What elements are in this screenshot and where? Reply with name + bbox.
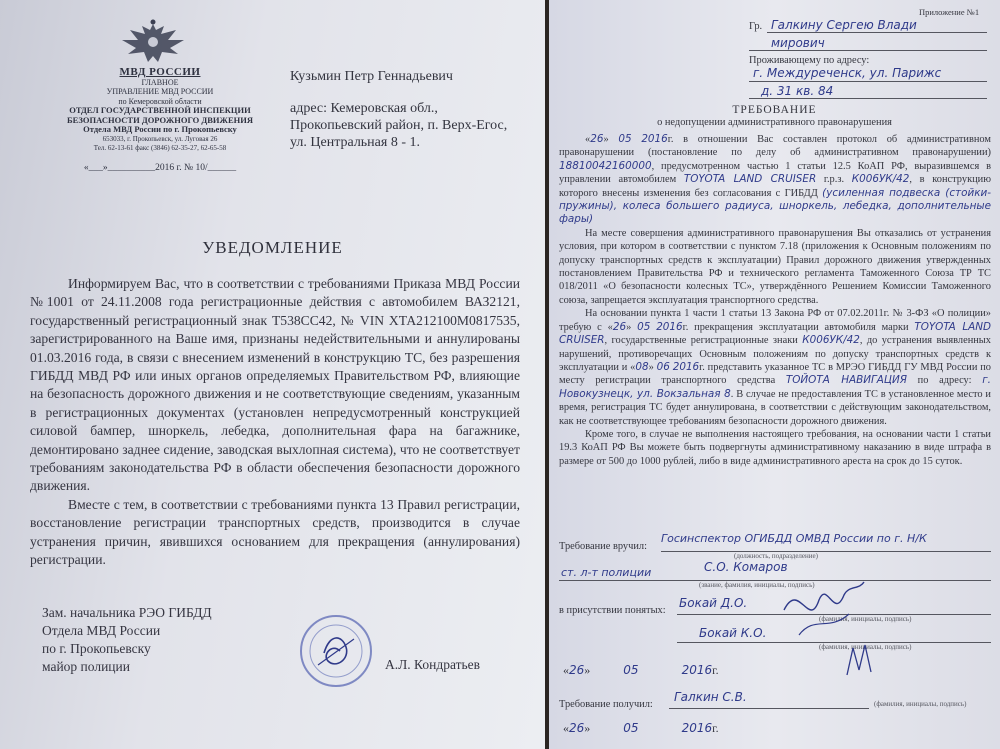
recipient-address: Прокопьевский район, п. Верх-Егос, — [290, 118, 508, 133]
issuer-phone: Тел. 62-13-61 факс (3846) 62-35-27, 62-65-58 — [93, 144, 227, 152]
handwritten-plate: К006УК/42 — [802, 334, 860, 347]
text-fragment: , до устранения выявленных нарушений, противоречащих Основным положениям по допуску транспортных средств к эксплуатации и « — [559, 335, 991, 373]
date-block-3: «26» 05 2016г. — [563, 663, 719, 677]
date-month: 05 — [623, 663, 639, 677]
issuer-line: ГЛАВНОЕ — [141, 77, 179, 87]
year-suffix: г. — [712, 721, 719, 735]
issuer-header — [60, 68, 260, 173]
witness-name-2: Бокай К.О. — [699, 626, 767, 640]
signature-icon — [779, 570, 869, 640]
signer-position: Отдела МВД России — [42, 623, 161, 638]
notice-paragraph: Информируем Вас, что в соответствии с требованиями Приказа МВД России №1001 от 24.11.2008 года регистрационные действия с автомобилем ВАЗ2121, государственный регистрационный знак Т538СС42, № VIN ХТА212100М0817535, зарегистрированного на Ваше имя, признаны недействительными и аннулированы 01.03.2016 года, в связи с внесением изменений в конструкцию ТС, без разрешения ГИБДД МВД РФ или иных органов определяемых Правительством РФ, влияющие на безопасность дорожного движения и не соответствующие сведениям, указанным в регистрационных документах (установлен непредусмотренный конструкцией силовой бампер, шноркель, лебедка, дополнительная фара на багажнике, демонтировано заднее сидение, заводская выхлопная система), что не соответствует требованиям законодательства РФ в области обеспечения безопасности дорожного движения. — [30, 276, 520, 494]
handwritten-vehicle-model: TOYOTA LAND CRUISER — [559, 320, 991, 347]
handed-officer-name: С.О. Комаров — [704, 560, 788, 574]
requirement-paragraph-3: На основании пункта 1 части 1 статьи 13 Закона РФ от 07.02.2011г. № 3-ФЗ «О полиции» требую с «26» 05 2016г. прекращения эксплуатации автомобиля марки TOYOTA LAND CRUISER, государственные регистрационные знаки К006УК/42, до устранения выявленных нарушений, противоречащих Основным положениям по допуску транспортных средств к эксплуатации и «08» 06 2016г. представить указанное ТС в МРЭО ГИБДД ГУ МВД России по месту регистрации транспортного средства ТОЙОТА НАВИГАЦИЯ по адресу: г. Новокузнецк, ул. Вокзальная 8. В случае не предоставления ТС в установленное место и время, регистрация ТС будет аннулирована, в соответствии с действующим законодательством, как не соответствующее требованиям безопасности дорожного движения. — [559, 308, 991, 427]
text-fragment: г. представить указанное ТС в МРЭО ГИБДД ГУ МВД России по месту регистрации транспортного средства — [559, 361, 991, 387]
signer-position: по г. Прокопьевску — [42, 641, 151, 656]
issuer-ministry: МВД РОССИИ — [119, 66, 201, 78]
date-block-4: «26» 05 2016г. — [563, 721, 719, 735]
text-fragment: , предусмотренном частью 1 статьи 12.5 КоАП РФ, выразившемся в управлении автомобилем — [559, 160, 991, 186]
date-month: 06 — [656, 360, 670, 373]
signer-name: А.Л. Кондратьев — [385, 657, 481, 672]
field-hint: (фамилия, инициалы, подпись) — [819, 643, 912, 651]
requirement-title: ТРЕБОВАНИЕ — [732, 104, 817, 116]
eagle-emblem-icon — [118, 18, 188, 66]
signer-block — [42, 604, 212, 676]
requirement-subtitle: о недопущении административного правонарушения — [657, 117, 892, 128]
issuer-line: БЕЗОПАСНОСТИ ДОРОЖНОГО ДВИЖЕНИЯ — [67, 114, 253, 125]
date-month: 05 — [637, 320, 651, 333]
handwritten-modifications: (усиленная подвеска (стойки-пружины), колеса большего радиуса, шноркель, лебедка, дополнительные фары) — [559, 186, 991, 226]
issuer-line: по Кемеровской области — [118, 96, 202, 106]
date-year: 2016 — [641, 133, 668, 145]
recipient-name: Кузьмин Петр Геннадьевич — [290, 69, 453, 84]
address-value: г. Междуреченск, ул. Парижс — [753, 66, 942, 80]
date-month: 05 — [618, 133, 632, 145]
notice-body — [30, 275, 520, 570]
witness-name-1: Бокай Д.О. — [679, 596, 748, 610]
date-day: 26 — [569, 721, 585, 735]
issuer-address: 653033, г. Прокопьевск, ул. Луговая 26 — [102, 134, 218, 143]
requirement-paragraph-1: «26» 05 2016г. в отношении Вас составлен протокол об административном правонарушении (постановление по делу об административном правонарушении) 18810042160000, предусмотренном частью 1 статьи 12.5 КоАП РФ, выразившемся в управлении автомобилем TOYOTA LAND CRUISER г.р.з. К006УК/42, в конструкцию которого внесены изменения без согласования с ГИБДД (усиленная подвеска (стойки-пружины), колеса большего радиуса, шноркель, лебедка, дополнительные фары) — [559, 133, 992, 226]
issuer-line: ОТДЕЛ ГОСУДАРСТВЕННОЙ ИНСПЕКЦИИ — [69, 105, 251, 115]
addressee-name: Галкину Сергею Влади — [771, 18, 917, 32]
date-year: 2016 — [672, 360, 700, 373]
field-hint: (должность, подразделение) — [734, 552, 818, 560]
official-seal-icon — [298, 613, 374, 689]
date-day: 08 — [635, 360, 649, 373]
notice-paragraph: Вместе с тем, в соответствии с требованиями пункта 13 Правил регистрации, восстановление регистрации транспортных средств, производится в случае устранения причин, явившихся основанием для прекращения (аннулирования) регистрации. — [30, 496, 520, 568]
requirement-document — [549, 0, 1000, 749]
date-day: 26 — [590, 133, 604, 145]
handed-label: Требование вручил: — [559, 541, 647, 552]
recipient-address: ул. Центральная 8 - 1. — [290, 135, 420, 150]
text-fragment: г. прекращения эксплуатации автомобиля марки — [682, 321, 909, 333]
handwritten-protocol-number: 18810042160000 — [559, 159, 652, 172]
text-fragment: . В случае не предоставления ТС в установленное место и время, регистрация ТС будет аннулирована, в соответствии с действующим законодательством, как не соответствующее требованиям безопасности дорожного движения. — [559, 388, 991, 427]
text-fragment: по адресу: — [917, 375, 972, 387]
date-month: 05 — [623, 721, 639, 735]
signer-position: Зам. начальника РЭО ГИБДД — [42, 605, 212, 620]
issuer-line: Отдела МВД России по г. Прокопьевску — [83, 124, 237, 134]
text-fragment: г.р.з. — [823, 174, 845, 186]
address-label: Проживающему по адресу: — [749, 55, 870, 66]
field-hint: (фамилия, инициалы, подпись) — [819, 615, 912, 623]
address-value-cont: д. 31 кв. 84 — [761, 84, 834, 98]
handwritten-plate: К006УК/42 — [851, 173, 910, 186]
handed-rank: ст. л-т полиции — [561, 566, 652, 579]
requirement-body — [559, 133, 991, 468]
notice-title: УВЕДОМЛЕНИЕ — [202, 238, 343, 257]
text-fragment: , государственные регистрационные знаки — [604, 335, 798, 347]
recipient-address: адрес: Кемеровская обл., — [290, 101, 438, 116]
handwritten-vehicle-model: TOYOTA LAND CRUISER — [683, 173, 817, 186]
handwritten-address: г. Новокузнецк, ул. Вокзальная 8 — [559, 374, 991, 400]
requirement-paragraph-2: На месте совершения административного правонарушения Вы отказались от устранения условия, при котором в соответствии с пунктом 7.18 (приложения к Основным положениям по допуску транспортных средств к эксплуатации) Правил дорожного движения утвержденных постановлением Правительства РФ и технического регламента Таможенного Союза ТР ТС 018/2011 «О безопасности колесных ТС», утверждённого Решением Комиссии Таможенного союза, запрещается эксплуатация транспортного средства. — [559, 227, 991, 306]
date-year: 2016 — [681, 721, 713, 735]
handwritten-registry: ТОЙОТА НАВИГАЦИЯ — [785, 374, 907, 387]
date-year: 2016 — [681, 663, 713, 677]
addressee-name-cont: мирович — [771, 36, 825, 50]
recipient-block — [290, 68, 530, 151]
field-hint: (звание, фамилия, инициалы, подпись) — [699, 581, 815, 589]
date-year: 2016 — [656, 320, 683, 333]
addressee-prefix: Гр. — [749, 21, 763, 32]
requirement-paragraph-4: Кроме того, в случае не выполнения настоящего требования, на основании части 1 статьи 19.3 КоАП РФ Вы можете быть подвергнуты административному наказанию в виде штрафа в размере от 500 до 1000 рублей, либо в виде административного ареста на срок до 15 суток. — [559, 428, 991, 467]
handed-position: Госинспектор ОГИБДД ОМВД России по г. Н/К — [661, 532, 927, 545]
year-suffix: г. — [712, 663, 719, 677]
signer-rank: майор полиции — [42, 659, 130, 674]
signature-icon — [839, 640, 879, 680]
received-label: Требование получил: — [559, 699, 653, 710]
appendix-label: Приложение №1 — [919, 7, 980, 17]
witness-label: в присутствии понятых: — [559, 605, 666, 616]
text-fragment: , в конструкцию которого внесены изменения без согласования с ГИБДД — [559, 174, 991, 199]
issuer-line: УПРАВЛЕНИЕ МВД РОССИИ — [106, 87, 214, 96]
document-number: «___»__________2016 г. № 10/______ — [83, 162, 237, 173]
date-day: 26 — [612, 320, 627, 333]
date-day: 26 — [569, 663, 585, 677]
text-fragment: г. в отношении Вас составлен протокол об административном правонарушении (постановление по делу об административном правонарушении) — [559, 134, 992, 159]
text-fragment: На основании пункта 1 части 1 статьи 13 Закона РФ от 07.02.2011г. № 3-ФЗ «О полиции» требую с « — [559, 308, 991, 333]
received-name: Галкин С.В. — [674, 690, 747, 704]
field-hint: (фамилия, инициалы, подпись) — [874, 700, 967, 708]
